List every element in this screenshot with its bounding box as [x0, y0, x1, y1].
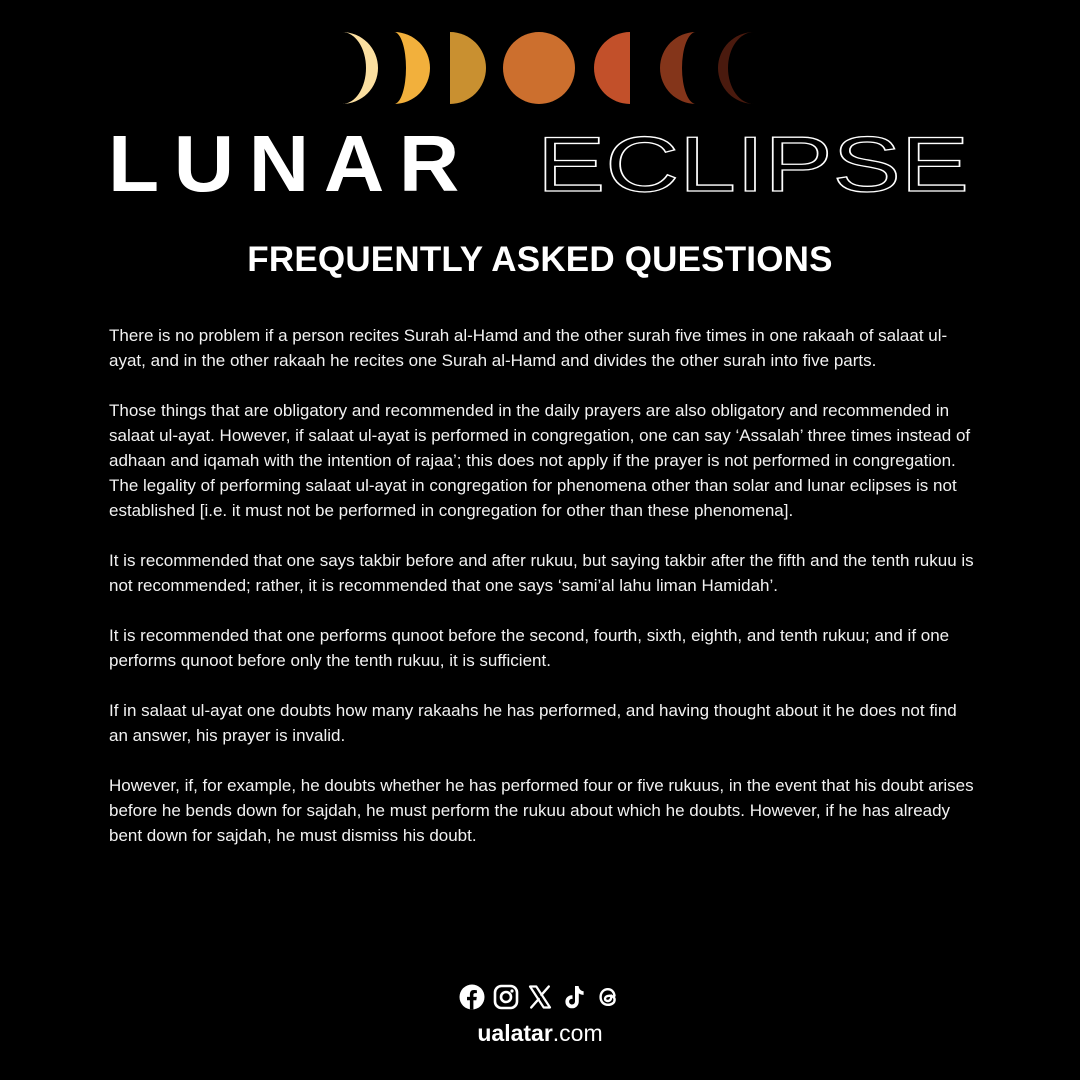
faq-paragraph: Those things that are obligatory and recommended in the daily prayers are also obligatory and recommended in salaat ul-ayat. However, if salaat ul-ayat is performed in congregation, one can say ‘Assalah’ three times instead of adhaan and iqamah with the intention of rajaa’; this does not apply if the prayer is not performed in congregation. The legality of performing salaat ul-ayat in congregation for phenomena other than solar and lunar eclipses is not established [i.e. it must not be performed in congregation for other than these phenomena].	[109, 401, 971, 520]
instagram-icon[interactable]	[493, 984, 519, 1010]
moon-phase-3	[450, 32, 486, 104]
faq-paragraph: It is recommended that one says takbir before and after rukuu, but saying takbir after the fifth and the tenth rukuu is not recommended; rather, it is recommended that one says ‘sami’al lahu liman Hamidah’.	[109, 551, 974, 595]
moon-phases-svg	[0, 30, 1080, 106]
social-links	[0, 984, 1080, 1010]
website-name: ualatar	[477, 1020, 553, 1046]
faq-paragraph: It is recommended that one performs qunoot before the second, fourth, sixth, eighth, and tenth rukuu; and if one performs qunoot before only the tenth rukuu, it is sufficient.	[109, 626, 950, 670]
wordmark-eclipse: ECLIPSE	[537, 120, 969, 208]
threads-icon[interactable]	[595, 984, 621, 1010]
faq-body	[109, 323, 979, 873]
moon-phases-graphic	[0, 30, 1080, 106]
facebook-icon[interactable]	[459, 984, 485, 1010]
tiktok-icon[interactable]	[561, 984, 587, 1010]
moon-phase-2	[394, 32, 430, 104]
faq-paragraph: If in salaat ul-ayat one doubts how many rakaahs he has performed, and having thought about it he does not find an answer, his prayer is invalid.	[109, 701, 957, 745]
wordmark-svg	[0, 118, 1080, 210]
page-title: FREQUENTLY ASKED QUESTIONS	[247, 240, 833, 279]
wordmark-lunar: LUNAR	[108, 119, 475, 208]
moon-phase-4	[503, 32, 575, 104]
lunar-eclipse-logo	[0, 118, 1080, 210]
moon-phase-7	[718, 32, 754, 104]
website-tld: .com	[552, 1020, 603, 1046]
faq-paragraph: However, if, for example, he doubts whether he has performed four or five rukuus, in the event that his doubt arises before he bends down for sajdah, he must perform the rukuu about which he doubts. However, if he has already bent down for sajdah, he must dismiss his doubt.	[109, 776, 974, 845]
faq-paragraph: There is no problem if a person recites Surah al-Hamd and the other surah five times in one rakaah of salaat ul-ayat, and in the other rakaah he recites one Surah al-Hamd and divides the other surah into five parts.	[109, 326, 948, 370]
moon-phase-6	[660, 32, 696, 104]
moon-phase-1	[342, 32, 378, 104]
website-url[interactable]	[0, 1020, 1080, 1047]
moon-phase-5	[594, 32, 630, 104]
x-icon[interactable]	[527, 984, 553, 1010]
